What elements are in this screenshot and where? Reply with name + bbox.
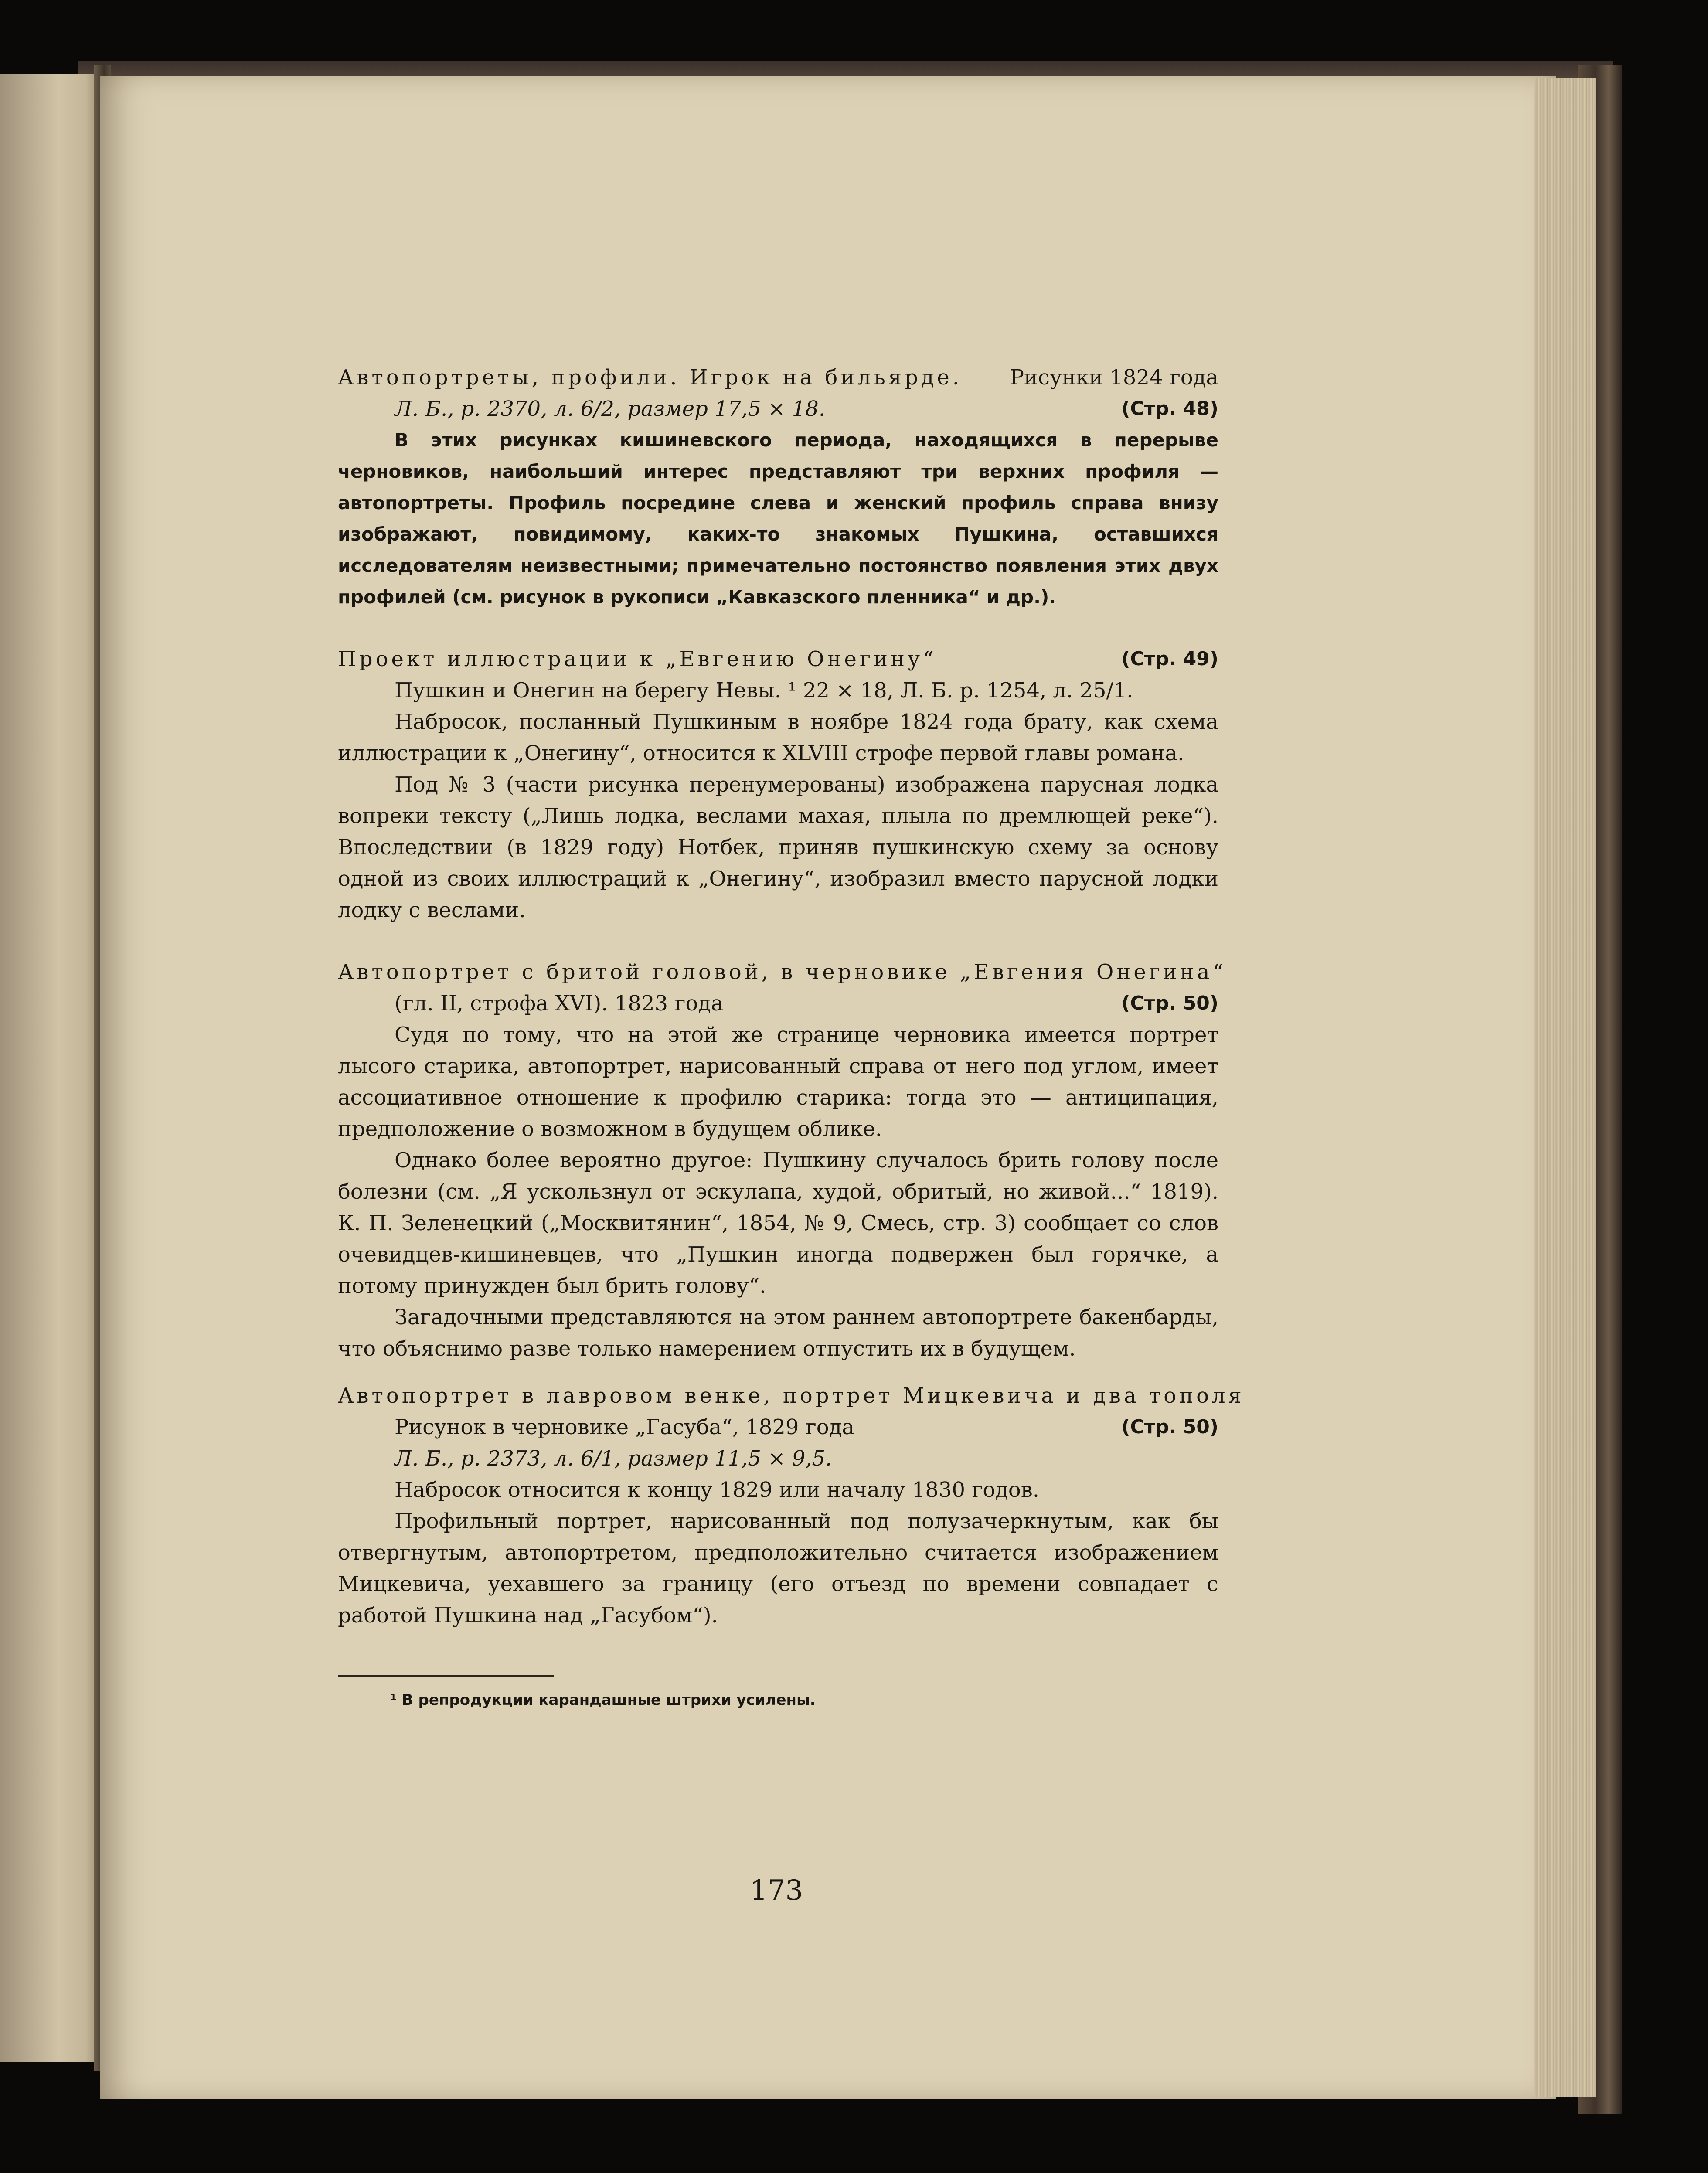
entry-paragraph: Профильный портрет, нарисованный под полузачеркнутым, как бы отвергнутым, автопортретом, предположительно считается изображением Мицкевича, уехавшего за границу (его отъезд по времени совпадает с работой Пушкина над „Гасубом“). (338, 1509, 1218, 1628)
section-gap (338, 926, 1218, 956)
section-gap (338, 613, 1218, 643)
page-number: 173 (750, 1874, 803, 1907)
entry-heading (338, 362, 1218, 393)
entry-title: Проект иллюстрации к „Евгению Онегину“ (338, 647, 937, 671)
entry-laurel-portrait (338, 1380, 1245, 1631)
page-reference: (Стр. 48) (1121, 398, 1218, 420)
entry-paragraph: Под № 3 (части рисунка перенумерованы) изображена парусная лодка вопреки тексту („Лишь лодка, веслами махая, плыла по дремлющей реке“). Впоследствии (в 1829 году) Нотбек, приняв пушкинскую схему за основу одной из своих иллюстраций к „Онегину“, изобразил вместо парусной лодки лодку с веслами. (338, 772, 1218, 922)
page-edges (1534, 78, 1596, 2097)
entry-paragraph: В этих рисунках кишиневского периода, находящихся в перерыве черновиков, наибольший интерес представляют три верхних профиля — автопортреты. Профиль посредине слева и женский профиль справа внизу изображают, повидимому, каких-то знакомых Пушкина, оставшихся исследователям неизвестными; примечательно постоянство появления этих двух профилей (см. рисунок в рукописи „Кавказского пленника“ и др.). (338, 429, 1218, 608)
entry-source: Л. Б., р. 2373, л. 6/1, размер 11,5 × 9,5. (395, 1446, 832, 1471)
entry-paragraph: Набросок, посланный Пушкиным в ноябре 1824 года брату, как схема иллюстрации к „Онегину“, относится к XLVIII строфе первой главы романа. (338, 710, 1218, 765)
footnote: ¹ В репродукции карандашные штрихи усилены. (390, 1691, 816, 1709)
entry-source: Л. Б., р. 2370, л. 6/2, размер 17,5 × 18. (395, 397, 826, 421)
page-reference: (Стр. 49) (1121, 648, 1218, 670)
text-block (338, 362, 1245, 1631)
entry-onegin-illustration (338, 643, 1218, 926)
entry-shaved-head-portrait (338, 956, 1227, 1364)
entry-paragraph: Набросок относится к концу 1829 или началу 1830 годов. (395, 1478, 1040, 1502)
entry-title: Автопортрет в лавровом венке, портрет Мицкевича и два тополя (338, 1384, 1245, 1408)
entry-self-portraits (338, 362, 1218, 613)
entry-subtitle: (гл. II, строфа XVI). 1823 года (395, 991, 724, 1016)
section-gap (338, 1364, 1218, 1380)
entry-title-tail: Рисунки 1824 года (1010, 365, 1218, 390)
page-reference: (Стр. 50) (1121, 1416, 1218, 1438)
page-reference: (Стр. 50) (1121, 992, 1218, 1014)
entry-paragraph: Однако более вероятно другое: Пушкину случалось брить голову после болезни (см. „Я ускользнул от эскулапа, худой, обритый, но живой...“ 1819). К. П. Зеленецкий („Москвитянин“, 1854, № 9, Смесь, стр. 3) сообщает со слов очевидцев-кишиневцев, что „Пушкин иногда подвержен был горячке, а потому принужден был брить голову“. (338, 1148, 1218, 1298)
entry-subtitle: Рисунок в черновике „Гасуба“, 1829 года (395, 1415, 854, 1439)
entry-paragraph: Загадочными представляются на этом раннем автопортрете бакенбарды, что объяснимо разве только намерением отпустить их в будущем. (338, 1305, 1218, 1361)
entry-title: Автопортрет с бритой головой, в черновике „Евгения Онегина“ (338, 960, 1227, 984)
entry-paragraph: Судя по тому, что на этой же странице черновика имеется портрет лысого старика, автопортрет, нарисованный справа от него под углом, имеет ассоциативное отношение к профилю старика: тогда это — антиципация, предположение о возможном в будущем облике. (338, 1023, 1218, 1141)
left-page (0, 74, 107, 2062)
entry-source-line (338, 393, 1218, 425)
entry-subtitle-line (338, 988, 1218, 1019)
entry-heading (338, 643, 1218, 675)
footnote-rule (338, 1675, 554, 1677)
entry-source: Пушкин и Онегин на берегу Невы. ¹ 22 × 18, Л. Б. р. 1254, л. 25/1. (395, 678, 1133, 703)
entry-subtitle-line (338, 1411, 1218, 1443)
entry-title: Автопортреты, профили. Игрок на бильярде. (338, 365, 963, 390)
